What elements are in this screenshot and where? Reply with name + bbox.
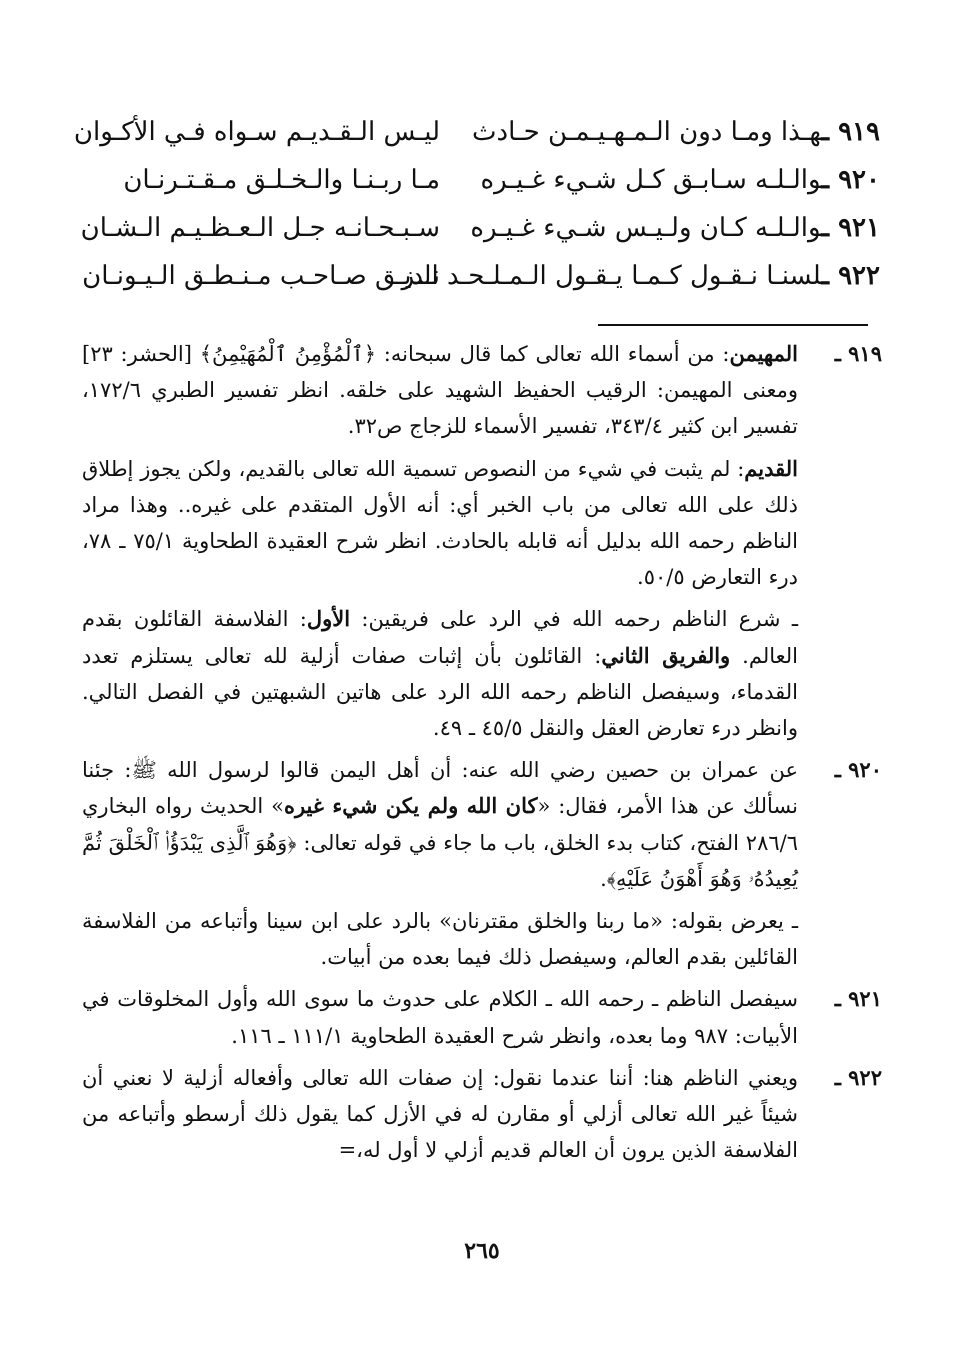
footnote-919-qadim — [82, 451, 798, 596]
verse-919 — [73, 108, 880, 156]
verse-number: ٩٢٠ ـ — [821, 165, 880, 195]
footnote-separator — [598, 324, 868, 326]
footnote-text: ويعني الناظم هنا: أننا عندما نقول: إن صفات الله تعالى وأفعاله أزلية لا نعني أن شيئاً غير الله تعالى أزلي أو مقارن له في الأزل كما يقول ذلك أرسطو وأتباعه من الفلاسفة الذين يرون أن العالم قديم أزلي لا أول له،= — [82, 1065, 798, 1163]
hemistich-text: هـذا ومـا دون الـمـهـيـمـن حـادث — [472, 117, 822, 147]
footnotes — [82, 336, 882, 1174]
footnote-body: : القائلون بأن إثبات صفات أزلية لله تعالى يستلزم تعدد القدماء، وسيفصل الناظم رحمه الله الرد على هاتين الشبهتين في الفصل التالي. وانظر درء تعارض العقل والنقل ٤٥/٥ ـ ٤٩. — [82, 643, 798, 741]
verse-921 — [80, 204, 880, 252]
verse-number: ٩٢١ ـ — [821, 213, 880, 243]
footnote-text — [82, 336, 798, 445]
footnote-body: ـ شرع الناظم رحمه الله في الرد على فريقين: — [350, 607, 798, 632]
verse-second-hemistich: سـبـحـانـه جـل الـعـظـيـم الـشـان — [80, 213, 440, 243]
footnote-920 — [82, 752, 882, 897]
verse-first-hemistich — [464, 156, 880, 204]
verse-first-hemistich — [464, 204, 880, 252]
footnote-body: » الحديث رواه البخاري ٢٨٦/٦ الفتح، كتاب بدء الخلق، باب ما جاء في قوله تعالى: ﴿وَهُوَ ٱلَّذِى يَبْدَؤُا۟ ٱلْخَلْقَ ثُمَّ يُعِيدُهُۥ وَهُوَ أَهْوَنُ عَلَيْهِ﴾. — [82, 794, 798, 891]
footnote-919-groups — [82, 601, 798, 746]
footnote-text — [82, 752, 798, 897]
verse-number: ٩١٩ ـ — [821, 117, 880, 147]
footnote-body: عن عمران بن حصين رضي الله عنه: أن أهل اليمن قالوا لرسول الله ﷺ: جئنا نسألك عن هذا الأمر، فقال: « — [82, 758, 798, 819]
term-heading: القديم — [744, 455, 798, 481]
footnote-number: ٩٢١ ـ — [834, 986, 882, 1012]
verse-second-hemistich: مـا ربـنـا والـخـلـق مـقـتـرنـان — [123, 165, 440, 195]
verse-second-hemistich: ليـس الـقـديـم سـواه فـي الأكـوان — [73, 117, 440, 147]
term-heading: والفريق الثاني — [601, 642, 731, 668]
hadith-quote: كان الله ولم يكن شيء غيره — [283, 793, 538, 819]
footnote-919 — [82, 336, 882, 445]
poem-verses — [73, 108, 880, 300]
hemistich-text: لسنـا نـقـول كـمـا يـقـول الـمـلـحـد الـز — [401, 261, 822, 291]
footnote-921 — [82, 981, 882, 1053]
term-heading: المهيمن — [729, 341, 798, 366]
footnote-text: سيفصل الناظم ـ رحمه الله ـ الكلام على حدوث ما سوى الله وأول المخلوقات في الأبيات: ٩٨٧ وما بعده، وانظر شرح العقيدة الطحاوية ١١١/١ ـ ١١٦. — [82, 987, 798, 1048]
term-heading: الأول — [306, 606, 351, 632]
hemistich-text: والـلـه كـان ولـيـس شـيء غـيـره — [470, 213, 822, 243]
verse-922 — [80, 252, 880, 300]
footnote-number: ٩٢٠ ـ — [834, 757, 882, 783]
verse-first-hemistich — [464, 108, 880, 156]
verse-first-hemistich — [401, 252, 880, 300]
footnote-920-comment: ـ يعرض بقوله: «ما ربنا والخلق مقترنان» بالرد على ابن سينا وأتباعه من الفلاسفة القائلين بقدم العالم، وسيفصل ذلك فيما بعده من أبيات. — [82, 909, 798, 970]
footnote-body: : من أسماء الله تعالى كما قال سبحانه: ﴿ٱلْمُؤْمِنُ ٱلْمُهَيْمِنُ﴾ [الحشر: ٢٣] ومعنى المهيمن: الرقيب الحفيظ الشهيد على خلقه. انظر تفسير الطبري ١٧٢/٦، تفسير ابن كثير ٣٤٣/٤، تفسير الأسماء للزجاج ص٣٢. — [82, 342, 799, 439]
verse-second-hemistich: نـديـق صـاحـب مـنـطـق الـيـونـان — [82, 261, 440, 291]
footnote-922 — [82, 1060, 882, 1169]
footnote-body: : الفلاسفة القائلون بقدم العالم. — [82, 607, 798, 668]
footnote-number: ٩١٩ ـ — [834, 341, 882, 366]
hemistich-text: والـلـه سـابـق كـل شـيء غـيـره — [480, 165, 822, 195]
page-number: ٢٦٥ — [464, 1238, 500, 1264]
footnote-number: ٩٢٢ ـ — [834, 1064, 882, 1090]
verse-920 — [80, 156, 880, 204]
footnote-body: : لم يثبت في شيء من النصوص تسمية الله تعالى بالقديم، ولكن يجوز إطلاق ذلك على الله تعالى من باب الخبر أي: أنه الأول المتقدم على غيره.. وهذا مراد الناظم رحمه الله بدليل أنه قابله بالحادث. انظر شرح العقيدة الطحاوية ٧٥/١ ـ ٧٨، درء التعارض ٥٠/٥. — [82, 456, 798, 590]
verse-number: ٩٢٢ ـ — [821, 261, 880, 291]
